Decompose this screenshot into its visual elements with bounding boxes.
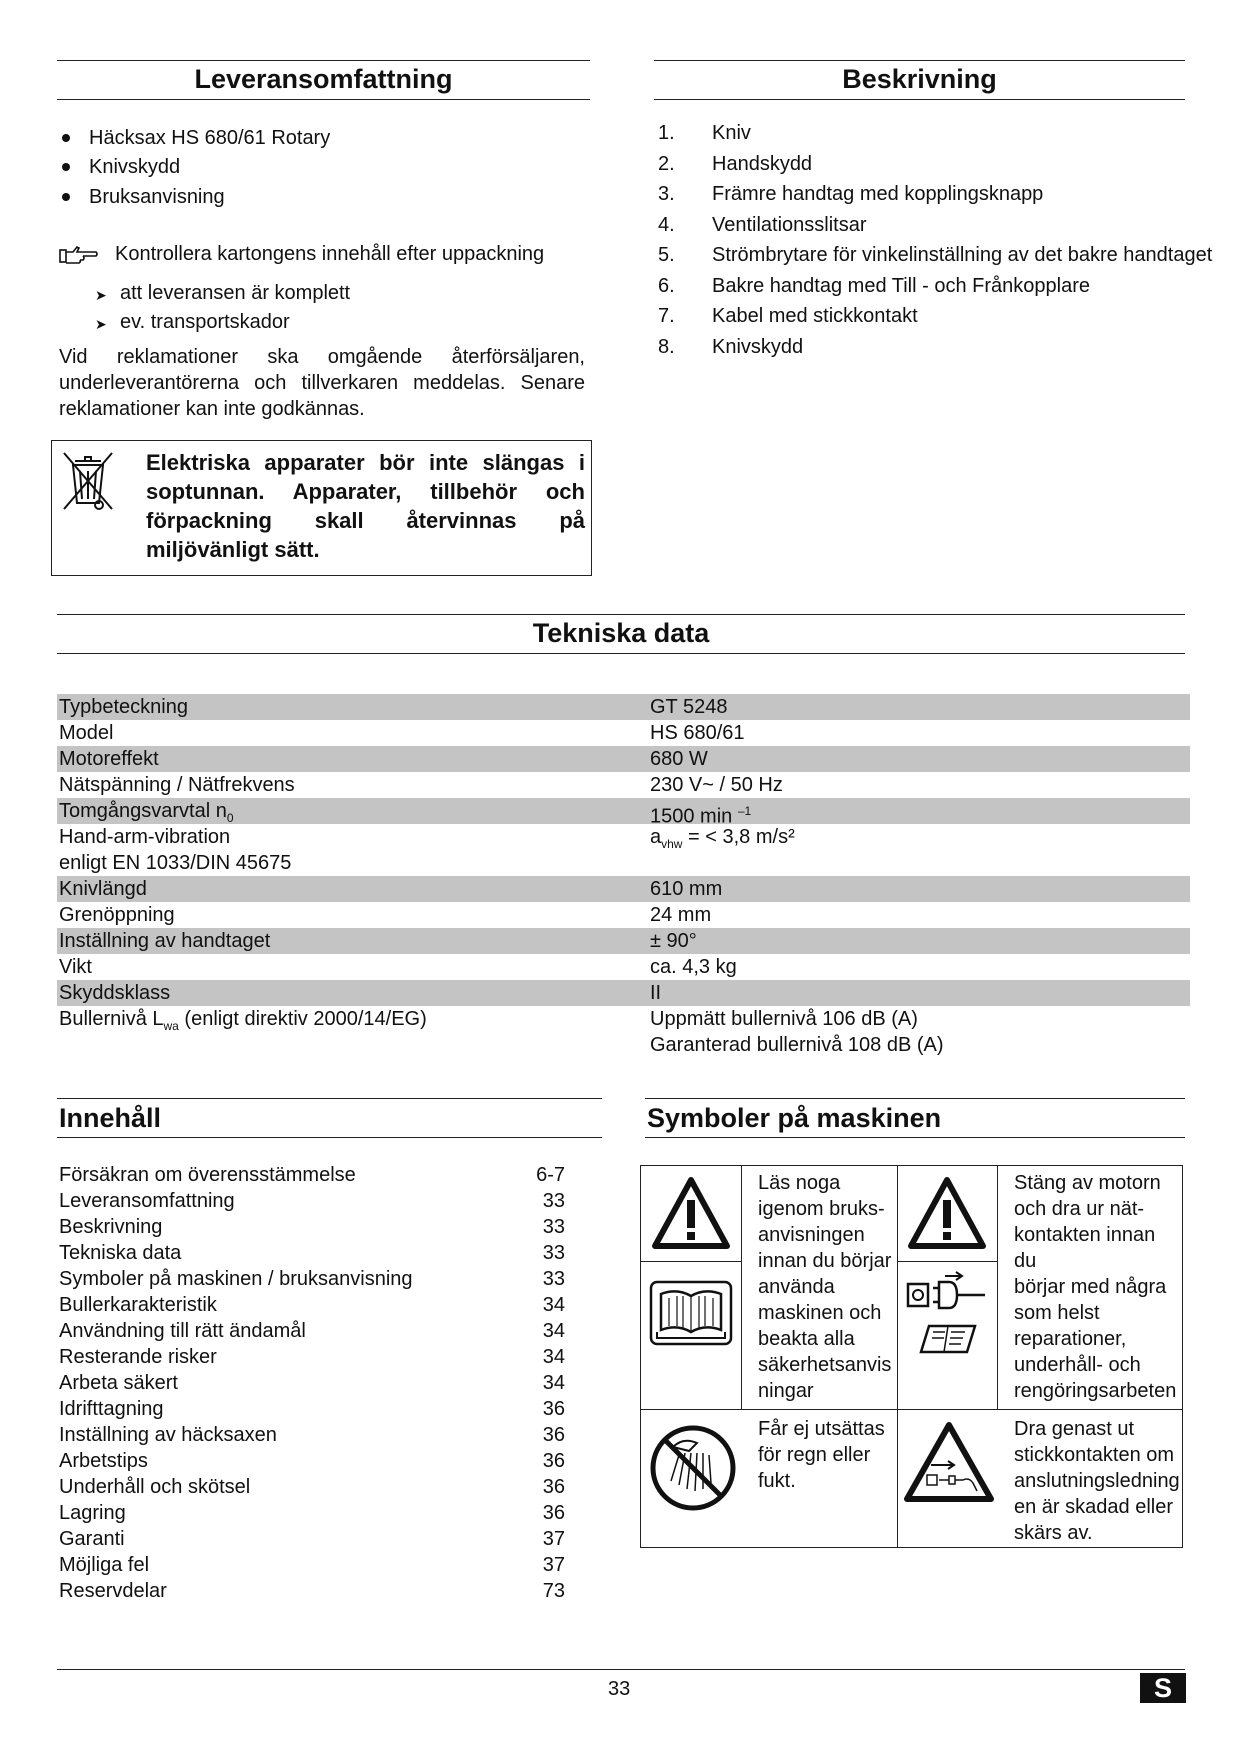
beskrivning-item: Strömbrytare för vinkelinställning av det bakre handtaget — [712, 244, 1213, 266]
manual-book-icon — [917, 1322, 979, 1356]
tekniska-key-line2: enligt EN 1033/DIN 45675 — [59, 852, 292, 874]
tekniska-row — [57, 980, 1190, 1006]
tekniska-value: 230 V~ / 50 Hz — [650, 774, 783, 796]
toc-page: 36 — [542, 1424, 565, 1446]
symbol-line: innan du börjar — [758, 1250, 892, 1272]
toc-label: Användning till rätt ändamål — [59, 1320, 306, 1342]
beskrivning-title: Beskrivning — [842, 64, 997, 94]
symbol-line: maskinen och — [758, 1302, 882, 1324]
toc-label: Inställning av häcksaxen — [59, 1424, 277, 1446]
tekniska-row — [57, 746, 1190, 772]
toc-label: Leveransomfattning — [59, 1190, 235, 1212]
beskrivning-top-rule — [654, 60, 1185, 61]
beskrivning-item: Kniv — [712, 122, 751, 144]
toc-label: Resterande risker — [59, 1346, 217, 1368]
beskrivning-item: Handskydd — [712, 153, 813, 175]
tekniska-value: 610 mm — [650, 878, 723, 900]
symbol-line: anvisningen — [758, 1224, 865, 1246]
tekniska-key — [59, 1006, 427, 1039]
toc-page: 73 — [542, 1580, 565, 1602]
leverans-subitem: ev. transportskador — [120, 311, 290, 333]
tekniska-row — [57, 928, 1190, 954]
beskrivning-item: Ventilationsslitsar — [712, 214, 867, 236]
leverans-bottom-rule — [57, 99, 590, 100]
beskrivning-item: Kabel med stickkontakt — [712, 305, 918, 327]
tekniska-key: Vikt — [59, 956, 92, 978]
toc-row — [59, 1396, 565, 1422]
leverans-item: Bruksanvisning — [89, 186, 225, 208]
leverans-note: Kontrollera kartongens innehåll efter uppackning — [115, 243, 545, 265]
crossed-bin-icon — [58, 447, 118, 515]
symbol-line: Dra genast ut — [1014, 1418, 1135, 1440]
symbol-line: kontakten innan du — [1014, 1224, 1156, 1272]
symbol-line: Stäng av motorn — [1014, 1172, 1161, 1194]
tekniska-row — [57, 798, 1190, 828]
warning-triangle-icon — [907, 1176, 987, 1252]
toc-label: Lagring — [59, 1502, 126, 1524]
symbol-line: anslutningsledning — [1014, 1470, 1180, 1492]
symbol-line: som helst — [1014, 1302, 1100, 1324]
toc-row — [59, 1474, 565, 1500]
toc-row — [59, 1500, 565, 1526]
beskrivning-num: 3. — [658, 183, 675, 205]
symbol-line: fukt. — [758, 1470, 796, 1492]
toc-row — [59, 1344, 565, 1370]
arrow-bullet-icon: ➤ — [95, 287, 107, 303]
toc-page: 33 — [542, 1190, 565, 1212]
bullet-icon — [62, 193, 70, 201]
beskrivning-bottom-rule — [654, 99, 1185, 100]
toc-row — [59, 1214, 565, 1240]
toc-page: 33 — [542, 1242, 565, 1264]
leverans-item: Knivskydd — [89, 156, 181, 178]
unplug-icon — [905, 1270, 989, 1312]
tekniska-title: Tekniska data — [532, 618, 710, 648]
bullet-icon — [62, 134, 70, 142]
symbol-line: en är skadad eller — [1014, 1496, 1173, 1518]
toc-label: Symboler på maskinen / bruksanvisning — [59, 1268, 413, 1290]
language-badge: S — [1140, 1673, 1186, 1703]
toc-row — [59, 1318, 565, 1344]
toc-row — [59, 1578, 565, 1604]
tekniska-key: Motoreffekt — [59, 748, 159, 770]
beskrivning-num: 8. — [658, 336, 675, 358]
toc-page: 37 — [542, 1554, 565, 1576]
tekniska-key-sub: 0 — [226, 811, 234, 825]
innehall-title: Innehåll — [59, 1103, 162, 1133]
tekniska-row — [57, 824, 1190, 876]
toc-row — [59, 1370, 565, 1396]
symbols-table — [640, 1165, 1183, 1548]
tekniska-key: Inställning av handtaget — [59, 930, 271, 952]
tekniska-key: Knivlängd — [59, 878, 147, 900]
tekniska-key: Typbeteckning — [59, 696, 188, 718]
toc-label: Försäkran om överensstämmelse — [59, 1164, 356, 1186]
tekniska-row — [57, 720, 1190, 746]
tekniska-value-line2: Garanterad bullernivå 108 dB (A) — [650, 1034, 944, 1056]
toc-row — [59, 1552, 565, 1578]
toc-page: 34 — [542, 1294, 565, 1316]
symboler-title: Symboler på maskinen — [647, 1103, 942, 1133]
leverans-paragraph: Vid reklamationer ska omgående återförsäljaren, underleverantörerna och tillverkaren meddelas. Senare reklamationer kan inte godkännas. — [59, 346, 585, 420]
toc-row — [59, 1448, 565, 1474]
tekniska-value: ± 90° — [650, 930, 697, 952]
beskrivning-num: 1. — [658, 122, 675, 144]
symbol-line: Läs noga — [758, 1172, 841, 1194]
tekniska-row — [57, 1006, 1190, 1058]
tekniska-row — [57, 902, 1190, 928]
tekniska-value-sup: –1 — [737, 804, 752, 818]
toc-row — [59, 1266, 565, 1292]
toc-row — [59, 1188, 565, 1214]
symbol-line: för regn eller — [758, 1444, 871, 1466]
damaged-cable-warning-icon — [903, 1421, 995, 1505]
beskrivning-num: 4. — [658, 214, 675, 236]
tekniska-value: Uppmätt bullernivå 106 dB (A) — [650, 1008, 918, 1030]
symbols-divider — [997, 1166, 998, 1409]
tekniska-value: GT 5248 — [650, 696, 728, 718]
toc-page: 33 — [542, 1268, 565, 1290]
leverans-top-rule — [57, 60, 590, 61]
leverans-subitem: att leveransen är komplett — [120, 282, 351, 304]
symbol-text-unplug — [1014, 1170, 1182, 1404]
tekniska-value: ca. 4,3 kg — [650, 956, 737, 978]
symboler-bottom-rule — [645, 1137, 1185, 1138]
tekniska-key: Nätspänning / Nätfrekvens — [59, 774, 295, 796]
toc-label: Underhåll och skötsel — [59, 1476, 251, 1498]
bullet-icon — [62, 163, 70, 171]
toc-label: Tekniska data — [59, 1242, 182, 1264]
beskrivning-num: 6. — [658, 275, 675, 297]
tekniska-value-rest: = < 3,8 m/s² — [682, 826, 795, 848]
symbol-text-no-rain — [758, 1416, 885, 1494]
beskrivning-item: Främre handtag med kopplingsknapp — [712, 183, 1044, 205]
symboler-top-rule — [645, 1098, 1185, 1099]
symbol-line: säkerhetsanvis — [758, 1354, 892, 1376]
toc-page: 36 — [542, 1398, 565, 1420]
beskrivning-num: 7. — [658, 305, 675, 327]
symbol-text-read-manual — [758, 1170, 891, 1404]
symbol-line: underhåll- och — [1014, 1354, 1141, 1376]
toc-label: Idrifttagning — [59, 1398, 164, 1420]
beskrivning-item: Bakre handtag med Till - och Frånkopplare — [712, 275, 1090, 297]
symbol-line: stickkontakten om — [1014, 1444, 1175, 1466]
toc-row — [59, 1292, 565, 1318]
tekniska-row — [57, 694, 1190, 720]
pointing-hand-icon — [59, 245, 99, 265]
toc-row — [59, 1162, 565, 1188]
symbols-divider — [741, 1166, 742, 1409]
toc-label: Bullerkarakteristik — [59, 1294, 217, 1316]
recycling-warning-text: Elektriska apparater bör inte slängas i soptunnan. Apparater, tillbehör och förpackning skall återvinnas på miljövänligt sätt. — [146, 450, 585, 562]
tekniska-key: Hand-arm-vibration — [59, 826, 231, 848]
arrow-bullet-icon: ➤ — [95, 316, 107, 332]
toc-page: 6-7 — [536, 1164, 565, 1186]
toc-row — [59, 1422, 565, 1448]
tekniska-row — [57, 876, 1190, 902]
tekniska-value: HS 680/61 — [650, 722, 745, 744]
tekniska-top-rule — [57, 614, 1185, 615]
tekniska-key: Model — [59, 722, 114, 744]
symbol-line: ningar — [758, 1380, 814, 1402]
toc-page: 37 — [542, 1528, 565, 1550]
symbols-divider — [897, 1261, 997, 1262]
leverans-title: Leveransomfattning — [194, 64, 453, 94]
tekniska-value — [650, 824, 795, 857]
symbol-line: använda — [758, 1276, 835, 1298]
toc-page: 33 — [542, 1216, 565, 1238]
symbols-divider — [897, 1166, 898, 1547]
warning-triangle-icon — [651, 1176, 731, 1252]
tekniska-key-text: Bullernivå L — [59, 1008, 164, 1030]
page-number: 33 — [608, 1678, 631, 1700]
tekniska-key: Skyddsklass — [59, 982, 171, 1004]
tekniska-key: Grenöppning — [59, 904, 175, 926]
symbols-divider — [641, 1261, 741, 1262]
symbol-line: igenom bruks- — [758, 1198, 885, 1220]
read-manual-icon — [649, 1280, 733, 1346]
toc-label: Arbeta säkert — [59, 1372, 178, 1394]
no-rain-icon — [649, 1423, 737, 1513]
innehall-top-rule — [57, 1098, 602, 1099]
symbol-line: Får ej utsättas — [758, 1418, 885, 1440]
tekniska-value: 680 W — [650, 748, 708, 770]
beskrivning-num: 2. — [658, 153, 675, 175]
toc-label: Beskrivning — [59, 1216, 163, 1238]
tekniska-row — [57, 954, 1190, 980]
toc-page: 34 — [542, 1320, 565, 1342]
tekniska-value: 24 mm — [650, 904, 712, 926]
toc-page: 34 — [542, 1346, 565, 1368]
symbol-line: och dra ur nät- — [1014, 1198, 1145, 1220]
symbol-line: rengöringsarbeten — [1014, 1380, 1177, 1402]
tekniska-row — [57, 772, 1190, 798]
tekniska-value-text: a — [650, 826, 662, 848]
symbol-line: börjar med några — [1014, 1276, 1167, 1298]
toc-label: Möjliga fel — [59, 1554, 150, 1576]
tekniska-value-text: 1500 min — [650, 805, 733, 828]
symbol-line: skärs av. — [1014, 1522, 1093, 1544]
tekniska-key-rest: (enligt direktiv 2000/14/EG) — [178, 1008, 427, 1030]
innehall-bottom-rule — [57, 1137, 602, 1138]
tekniska-value-sub: vhw — [661, 837, 683, 851]
toc-label: Arbetstips — [59, 1450, 148, 1472]
toc-label: Garanti — [59, 1528, 125, 1550]
tekniska-value: II — [650, 982, 662, 1004]
toc-row — [59, 1240, 565, 1266]
recycling-warning-box — [51, 440, 592, 576]
footer-rule — [57, 1669, 1185, 1670]
toc-page: 34 — [542, 1372, 565, 1394]
leverans-item: Häcksax HS 680/61 Rotary — [89, 127, 331, 149]
toc-page: 36 — [542, 1476, 565, 1498]
toc-row — [59, 1526, 565, 1552]
symbols-divider — [641, 1409, 1182, 1410]
symbol-line: reparationer, — [1014, 1328, 1127, 1350]
symbol-line: beakta alla — [758, 1328, 855, 1350]
symbol-text-damaged-cable — [1014, 1416, 1180, 1546]
toc-label: Reservdelar — [59, 1580, 167, 1602]
beskrivning-num: 5. — [658, 244, 675, 266]
tekniska-key-sub: wa — [163, 1019, 179, 1033]
beskrivning-item: Knivskydd — [712, 336, 804, 358]
toc-page: 36 — [542, 1450, 565, 1472]
toc-page: 36 — [542, 1502, 565, 1524]
tekniska-bottom-rule — [57, 653, 1185, 654]
tekniska-key-text: Tomgångsvarvtal n — [59, 800, 227, 822]
